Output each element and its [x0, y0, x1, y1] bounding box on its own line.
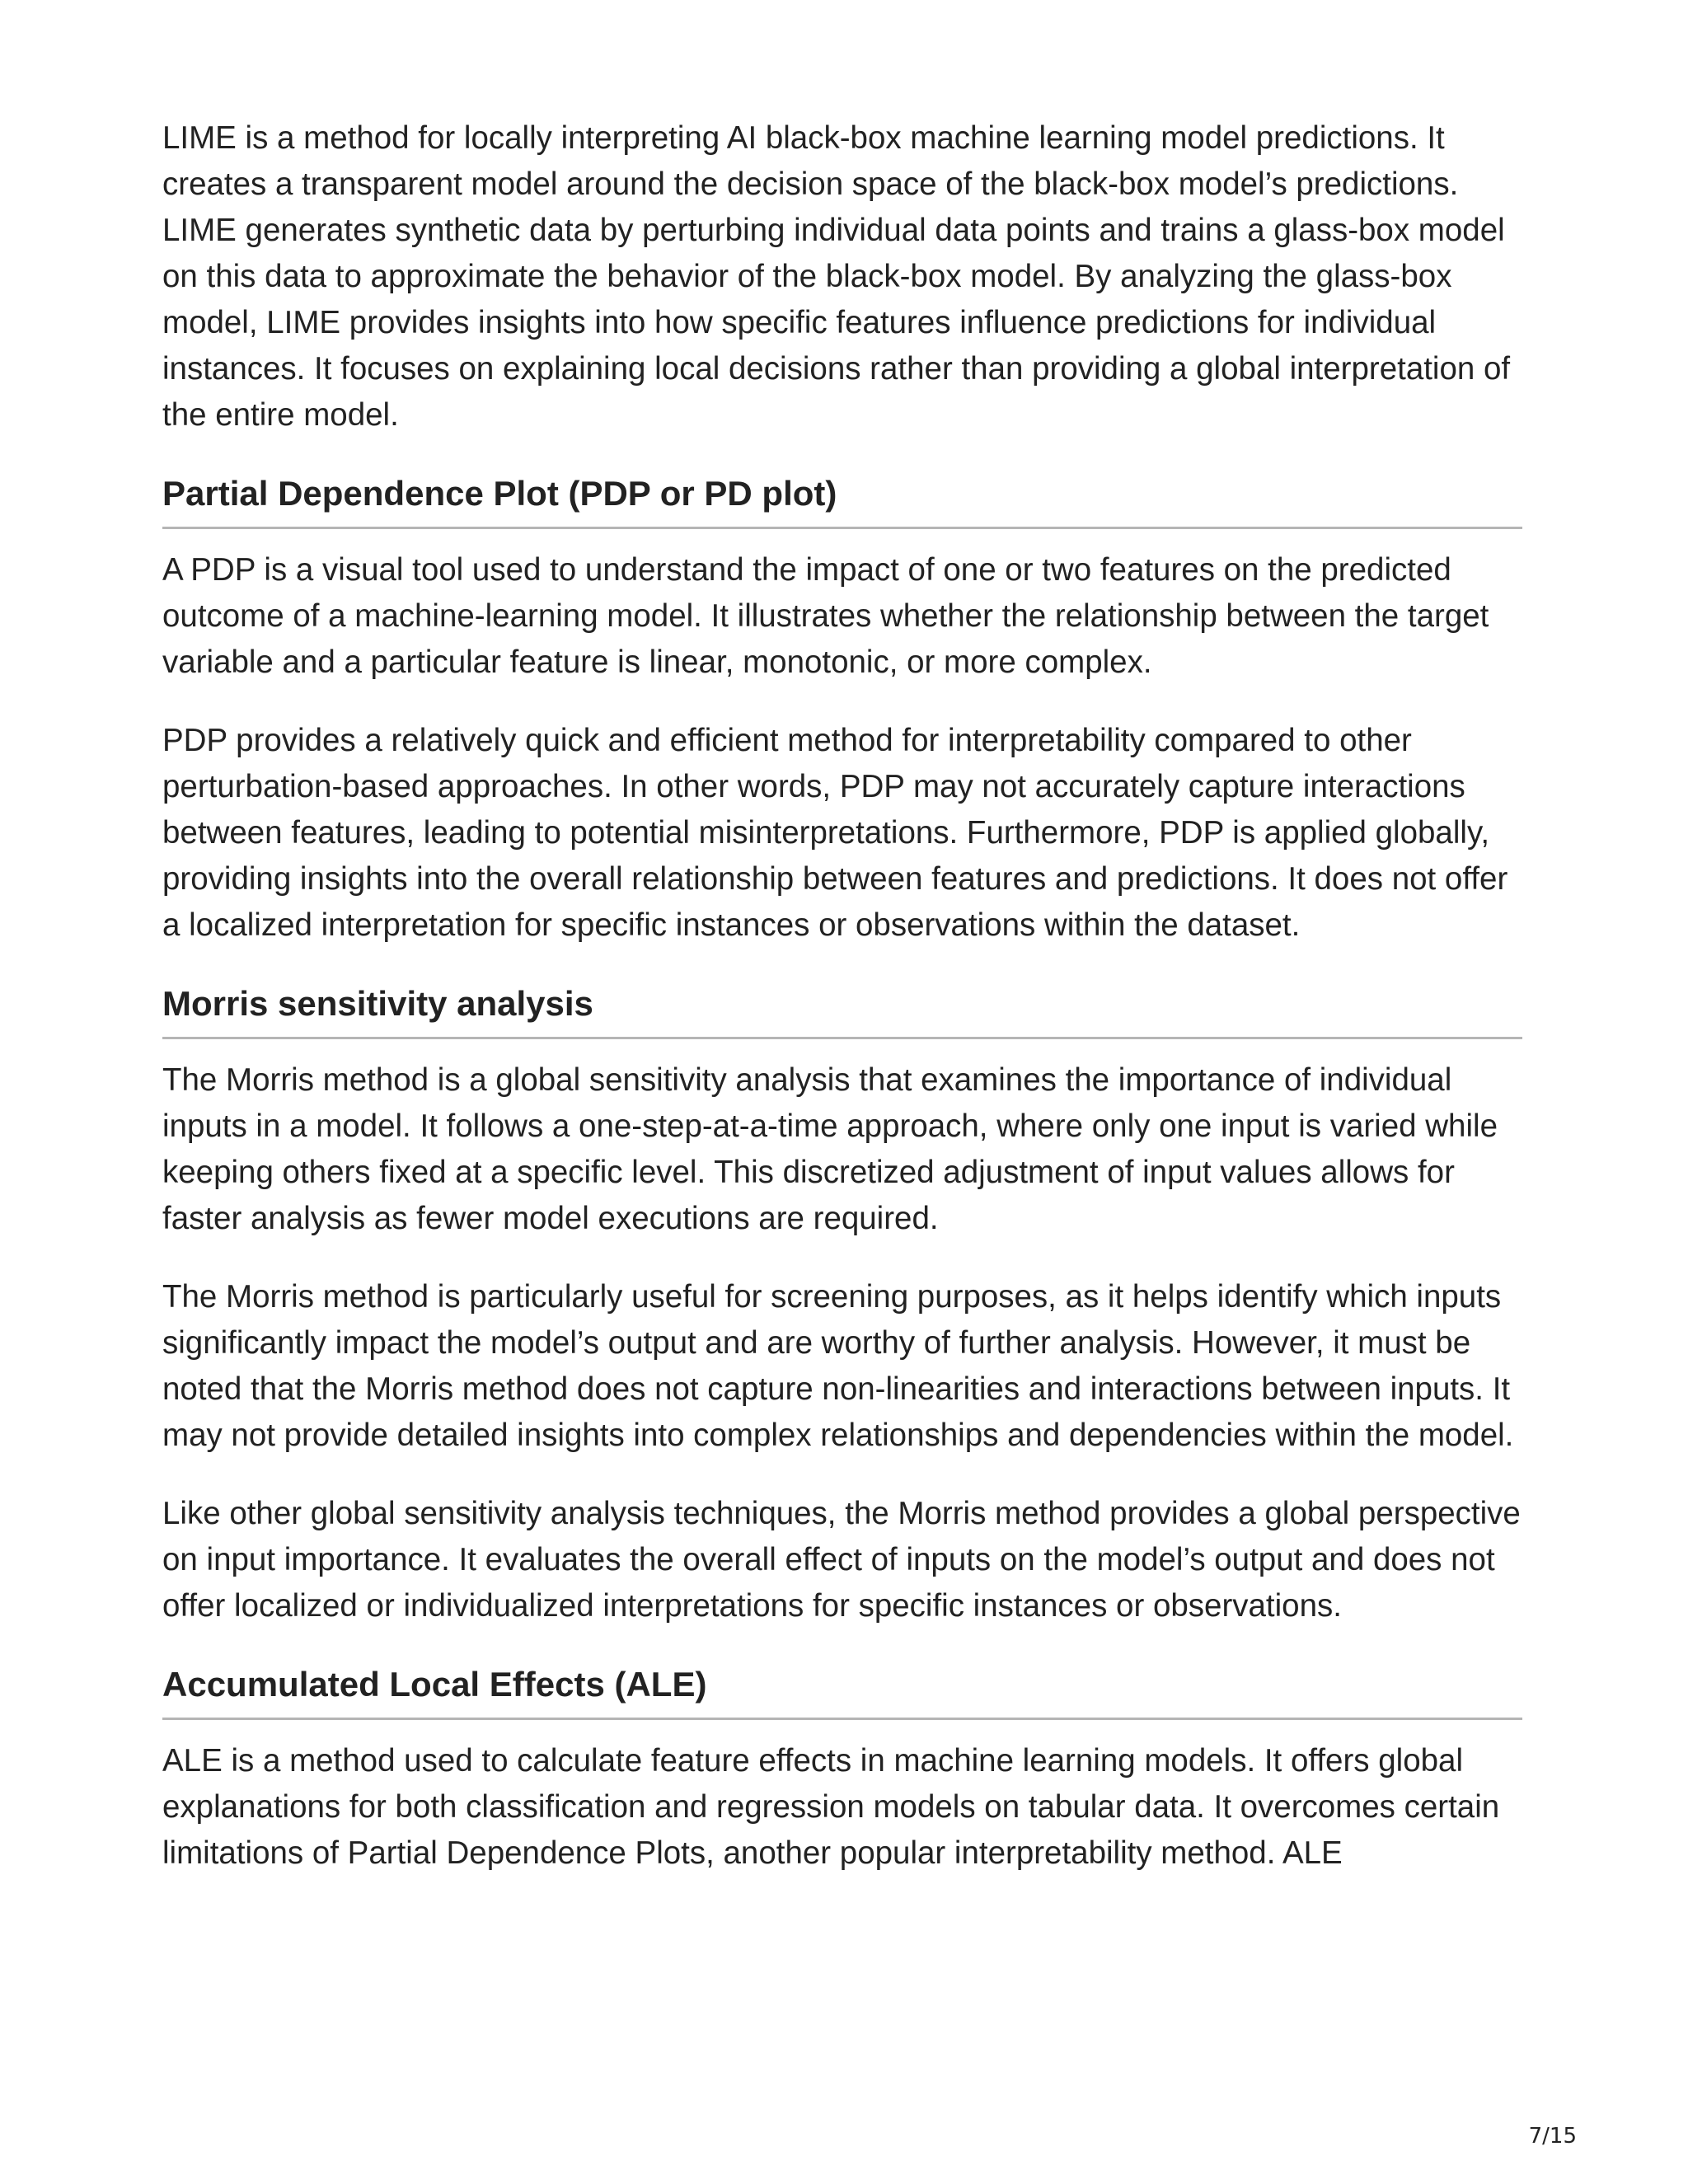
section-divider	[162, 1718, 1522, 1720]
ale-heading: Accumulated Local Effects (ALE)	[162, 1665, 707, 1704]
morris-paragraph-2: The Morris method is particularly useful for screening purposes, as it helps identify which inputs significantly impact the model’s output and are worthy of further analysis. However, it must be noted that the Morris method does not capture non-linearities and interactions between inputs. It may not provide detailed insights into complex relationships and dependencies within the model.	[162, 1279, 1514, 1453]
morris-section	[162, 981, 1522, 1629]
ale-section	[162, 1661, 1522, 1877]
morris-paragraph-3: Like other global sensitivity analysis techniques, the Morris method provides a global perspective on input importance. It evaluates the overall effect of inputs on the model’s output and does not offer localized or individualized interpretations for specific instances or observations.	[162, 1496, 1521, 1624]
morris-heading: Morris sensitivity analysis	[162, 984, 593, 1023]
lime-paragraph: LIME is a method for locally interpreting AI black-box machine learning model predictions. It creates a transparent model around the decision space of the black-box model’s predictions. LIME generates synthetic data by perturbing individual data points and trains a glass-box model on this data to approximate the behavior of the black-box model. By analyzing the glass-box model, LIME provides insights into how specific features influence predictions for individual instances. It focuses on explaining local decisions rather than providing a global interpretation of the entire model.	[162, 120, 1511, 433]
pdp-paragraph-2: PDP provides a relatively quick and efficient method for interpretability compared to other perturbation-based approaches. In other words, PDP may not accurately capture interactions between features, leading to potential misinterpretations. Furthermore, PDP is applied globally, providing insights into the overall relationship between features and predictions. It does not offer a localized interpretation for specific instances or observations within the dataset.	[162, 723, 1508, 943]
pdp-paragraph-1: A PDP is a visual tool used to understand the impact of one or two features on the predicted outcome of a machine-learning model. It illustrates whether the relationship between the target variable and a particular feature is linear, monotonic, or more complex.	[162, 552, 1489, 680]
section-divider	[162, 1037, 1522, 1039]
pdp-section	[162, 471, 1522, 949]
morris-paragraph-1: The Morris method is a global sensitivity analysis that examines the importance of individual inputs in a model. It follows a one-step-at-a-time approach, where only one input is varied while keeping others fixed at a specific level. This discretized adjustment of input values allows for faster analysis as fewer model executions are required.	[162, 1062, 1498, 1236]
page-number: 7/15	[1528, 2124, 1577, 2149]
ale-paragraph-1: ALE is a method used to calculate feature effects in machine learning models. It offers global explanations for both classification and regression models on tabular data. It overcomes certain limitations of Partial Dependence Plots, another popular interpretability method. ALE	[162, 1743, 1500, 1871]
document-body	[162, 115, 1522, 1877]
section-divider	[162, 527, 1522, 529]
pdp-heading: Partial Dependence Plot (PDP or PD plot)	[162, 474, 837, 513]
